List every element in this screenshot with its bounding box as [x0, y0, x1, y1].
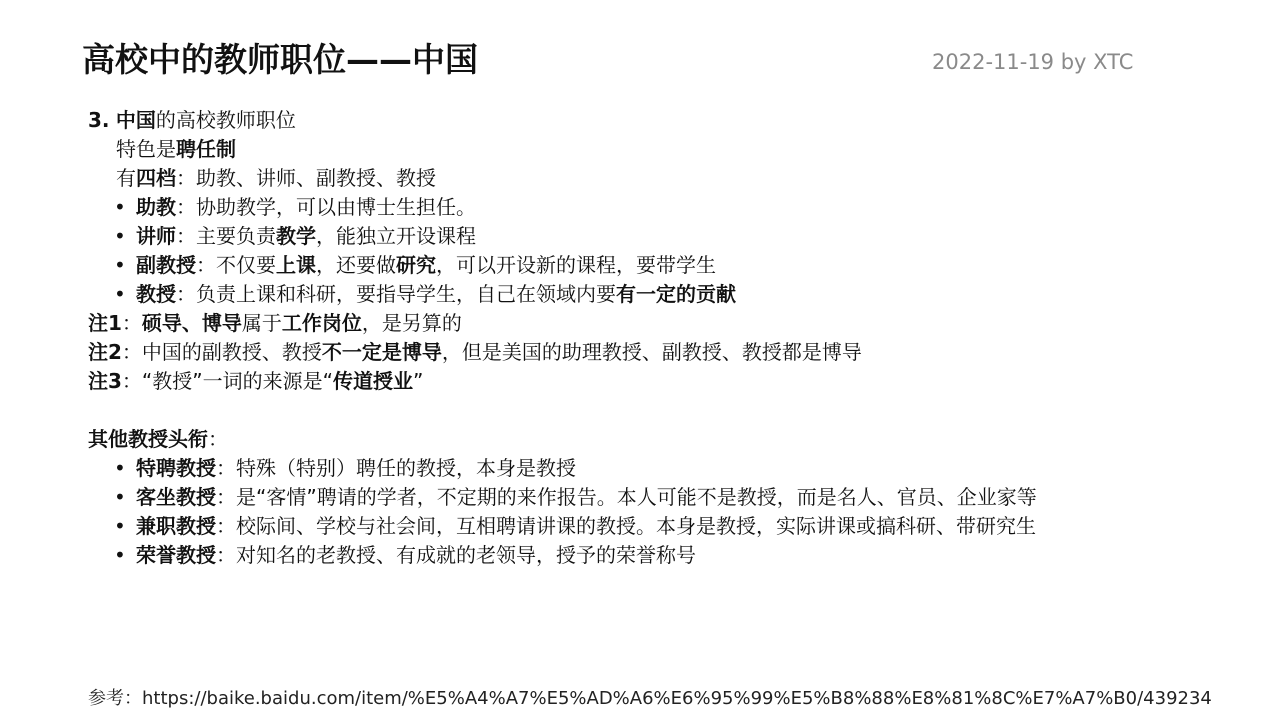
bullet-icon: • [114, 485, 126, 509]
bullet-icon: • [114, 543, 126, 567]
feature-line [88, 135, 1268, 164]
list-item [88, 222, 1268, 251]
note-label: 注2 [88, 340, 122, 364]
bullet-text: 对知名的老教授、有成就的老领导，授予的荣誉称号 [236, 543, 696, 567]
note-text: ，但是美国的助理教授、副教授、教授都是博导 [441, 340, 862, 364]
list-item [88, 541, 1268, 570]
bullet-icon: • [114, 195, 126, 219]
bullet-text: ，能独立开设课程 [316, 224, 476, 248]
section-heading [88, 106, 1268, 135]
bullet-term: 荣誉教授 [136, 543, 216, 567]
bullet-text: 特殊（特别）聘任的教授，本身是教授 [236, 456, 576, 480]
bullet-emphasis: 教学 [276, 224, 316, 248]
bullet-text: 校际间、学校与社会间，互相聘请讲课的教授。本身是教授，实际讲课或搞科研、带研究生 [236, 514, 1036, 538]
slide-title: 高校中的教师职位——中国 [82, 40, 478, 79]
bullet-icon: • [114, 224, 126, 248]
bullet-text: 主要负责 [196, 224, 276, 248]
bullet-icon: • [114, 253, 126, 277]
bullet-sep: ： [216, 456, 236, 480]
date-author: 2022-11-19 by XTC [932, 50, 1134, 74]
section-heading-text: 的高校教师职位 [155, 108, 296, 132]
note-emphasis: 工作岗位 [281, 311, 362, 335]
bullet-term: 助教 [136, 195, 176, 219]
tiers-line [88, 164, 1268, 193]
other-heading-sep: ： [208, 427, 228, 451]
bullet-text: ，可以开设新的课程，要带学生 [436, 253, 716, 277]
bullet-icon: • [114, 514, 126, 538]
note-text: ，是另算的 [361, 311, 462, 335]
list-item [88, 193, 1268, 222]
bullet-emphasis: 上课 [276, 253, 316, 277]
other-heading-text: 其他教授头衔 [88, 427, 208, 451]
list-item [88, 483, 1268, 512]
note-emphasis: 硕导、博导 [141, 311, 242, 335]
bullet-term: 兼职教授 [136, 514, 216, 538]
note-label: 注3 [88, 369, 122, 393]
bullet-term: 讲师 [136, 224, 176, 248]
tiers-bold: 四档 [136, 166, 176, 190]
section-heading-bold: 中国 [115, 108, 156, 132]
note-emphasis: 不一定是博导 [321, 340, 442, 364]
bullet-emphasis: 研究 [396, 253, 436, 277]
bullet-sep: ： [176, 224, 196, 248]
list-item [88, 280, 1268, 309]
bullet-term: 客坐教授 [136, 485, 216, 509]
bullet-term: 特聘教授 [136, 456, 216, 480]
note-line [88, 309, 1268, 338]
bullet-emphasis: 有一定的贡献 [616, 282, 736, 306]
note-text: 属于 [241, 311, 282, 335]
note-text: “教授”一词的来源是“ [141, 369, 334, 393]
note-sep: ： [121, 369, 142, 393]
bullet-sep: ： [216, 514, 236, 538]
note-text: 中国的副教授、教授 [141, 340, 322, 364]
spacer [88, 396, 1268, 425]
note-sep: ： [121, 340, 142, 364]
reference-line [88, 684, 1212, 710]
tiers-text: ：助教、讲师、副教授、教授 [176, 166, 436, 190]
bullet-sep: ： [196, 253, 216, 277]
feature-prefix: 特色是 [116, 137, 176, 161]
bullet-text: 不仅要 [216, 253, 276, 277]
other-heading [88, 425, 1268, 454]
list-item [88, 251, 1268, 280]
slide-body [88, 106, 1268, 570]
bullet-icon: • [114, 282, 126, 306]
bullet-text: ，还要做 [316, 253, 396, 277]
list-item [88, 512, 1268, 541]
reference-link[interactable]: https://baike.baidu.com/item/%E5%A4%A7%E5%AD%A6%E6%95%99%E5%B8%88%E8%81%8C%E7%A7%B0/439234 [142, 688, 1212, 709]
note-label: 注1 [88, 311, 122, 335]
bullet-icon: • [114, 456, 126, 480]
feature-bold: 聘任制 [176, 137, 236, 161]
note-emphasis: 传道授业 [333, 369, 414, 393]
bullet-sep: ： [176, 282, 196, 306]
bullet-text: 负责上课和科研，要指导学生，自己在领域内要 [196, 282, 616, 306]
bullet-sep: ： [216, 543, 236, 567]
note-sep: ： [121, 311, 142, 335]
bullet-term: 副教授 [136, 253, 196, 277]
note-line [88, 367, 1268, 396]
bullet-text: 是“客情”聘请的学者，不定期的来作报告。本人可能不是教授，而是名人、官员、企业家等 [236, 485, 1037, 509]
bullet-text: 协助教学，可以由博士生担任。 [196, 195, 476, 219]
list-item [88, 454, 1268, 483]
bullet-term: 教授 [136, 282, 176, 306]
bullet-sep: ： [176, 195, 196, 219]
note-line [88, 338, 1268, 367]
note-text: ” [413, 369, 424, 393]
bullet-sep: ： [216, 485, 236, 509]
tiers-prefix: 有 [116, 166, 136, 190]
section-number: 3. [88, 108, 110, 132]
reference-label: 参考： [88, 688, 142, 709]
